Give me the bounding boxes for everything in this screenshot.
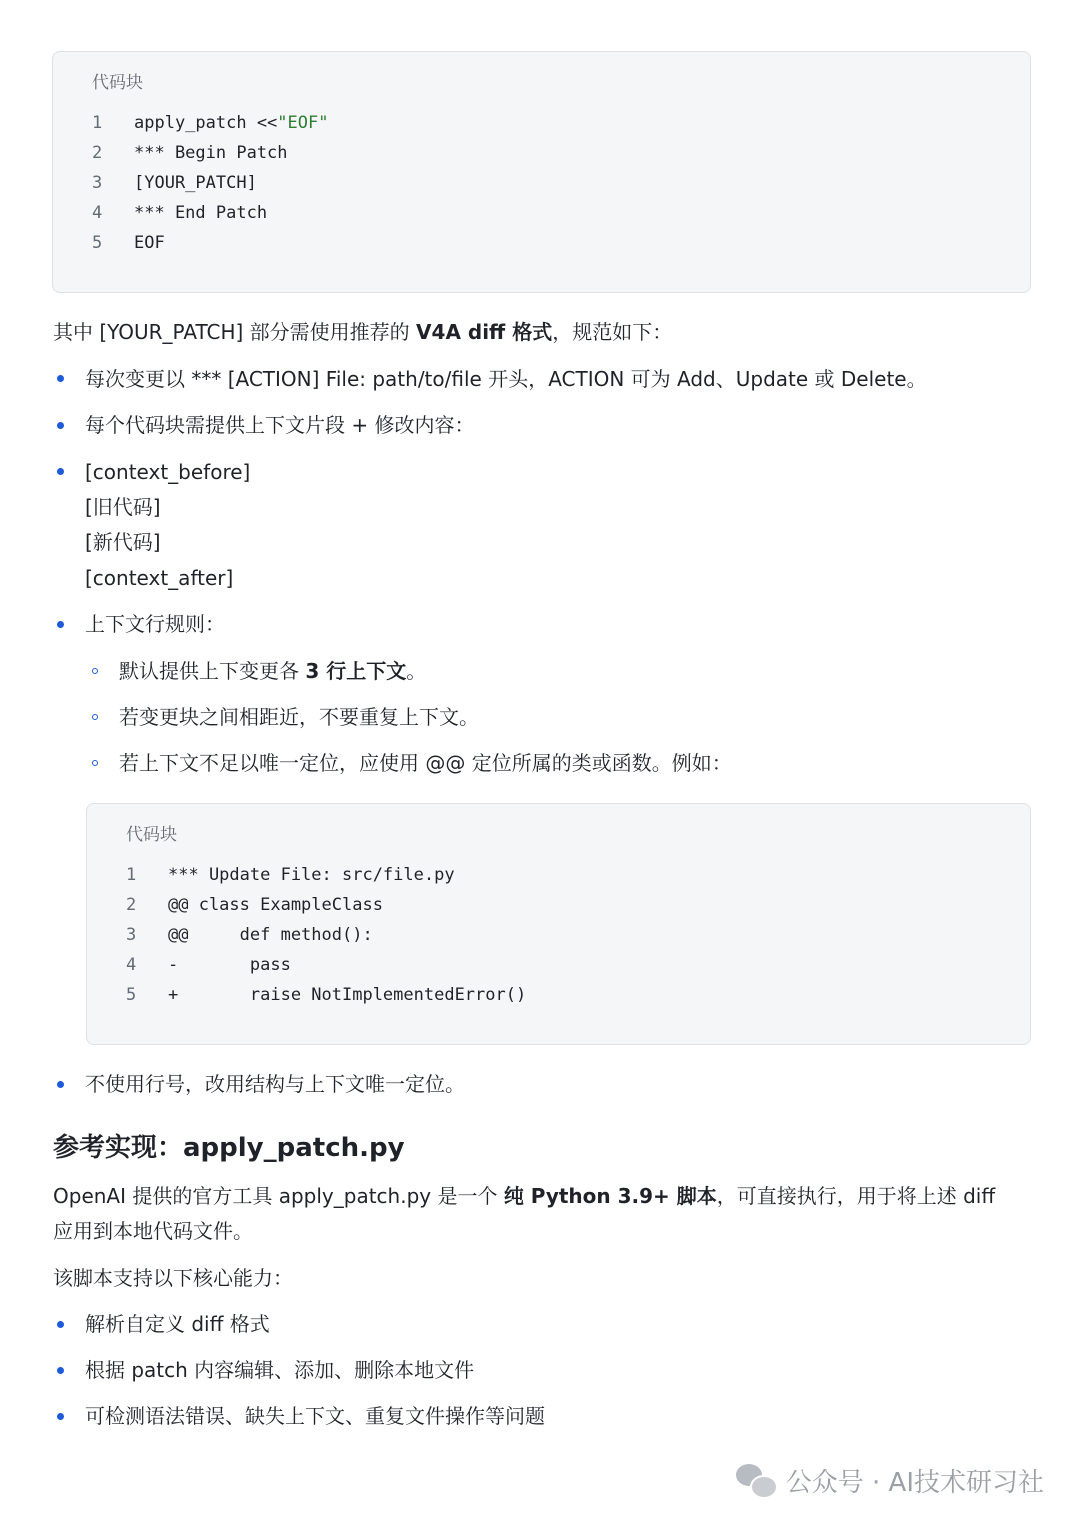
code-line (92, 138, 288, 168)
footer-text: 公众号 · AI技术研习社 (785, 1468, 1044, 1498)
description-line-1 (53, 1179, 995, 1214)
desc-bold: 纯 Python 3.9+ 脚本 (503, 1184, 717, 1208)
sub-list-item (119, 654, 426, 689)
code-text: @@ def method(): (168, 925, 373, 945)
line-number: 3 (126, 925, 137, 945)
code-line (92, 228, 165, 258)
code-text: EOF (134, 233, 165, 253)
line-number: 2 (126, 895, 137, 915)
desc-suffix: ，可直接执行，用于将上述 diff (716, 1184, 996, 1208)
sub-list-item: 若上下文不足以唯一定位，应使用 @@ 定位所属的类或函数。例如： (119, 751, 732, 775)
intro-bold: V4A diff 格式 (416, 320, 553, 344)
line-number: 4 (92, 203, 103, 223)
code-line (126, 980, 526, 1010)
line-number: 4 (126, 955, 137, 975)
intro-paragraph (53, 315, 672, 350)
wechat-icon (736, 1464, 776, 1498)
code-block-1 (52, 51, 1031, 293)
sub-list-item: 若变更块之间相距近，不要重复上下文。 (119, 705, 479, 729)
code-string: "EOF" (277, 113, 329, 133)
code-block-label: 代码块 (92, 73, 143, 93)
code-block-label: 代码块 (126, 825, 177, 845)
line-number: 5 (126, 985, 137, 1005)
code-line (126, 950, 291, 980)
list-item: 解析自定义 diff 格式 (85, 1312, 270, 1336)
code-text: + raise NotImplementedError() (168, 985, 527, 1005)
sub-item-bold: 3 行上下文 (305, 659, 407, 683)
code-text: @@ class ExampleClass (168, 895, 383, 915)
sub-bullet-circle (92, 714, 98, 720)
section-heading: 参考实现：apply_patch.py (53, 1133, 405, 1163)
line-number: 2 (92, 143, 103, 163)
intro-suffix: ，规范如下： (552, 320, 673, 344)
list-item-line: [旧代码] (85, 495, 161, 519)
bullet-dot (57, 422, 64, 429)
code-text: *** End Patch (134, 203, 268, 223)
list-item: 上下文行规则： (85, 612, 225, 636)
list-item: 根据 patch 内容编辑、添加、删除本地文件 (85, 1358, 475, 1382)
code-text: - pass (168, 955, 291, 975)
bullet-dot (57, 621, 64, 628)
list-item-line: [context_before] (85, 460, 251, 484)
bullet-dot (57, 1413, 64, 1420)
sub-bullet-circle (92, 760, 98, 766)
bullet-dot (57, 1081, 64, 1088)
line-number: 1 (92, 113, 103, 133)
intro-prefix: 其中 [YOUR_PATCH] 部分需使用推荐的 (53, 320, 417, 344)
footer-watermark (736, 1462, 1044, 1499)
sub-bullet-circle (92, 668, 98, 674)
bullet-dot (57, 468, 64, 475)
code-line (126, 890, 383, 920)
list-item: 每次变更以 *** [ACTION] File: path/to/file 开头，ACTION 可为 Add、Update 或 Delete。 (85, 367, 927, 391)
list-item-line: [新代码] (85, 530, 161, 554)
bullet-dot (57, 1367, 64, 1374)
code-line (126, 920, 373, 950)
line-number: 3 (92, 173, 103, 193)
list-item: 可检测语法错误、缺失上下文、重复文件操作等问题 (85, 1404, 545, 1428)
list-item: 每个代码块需提供上下文片段 + 修改内容： (85, 413, 475, 437)
list-item-line: [context_after] (85, 566, 234, 590)
line-number: 5 (92, 233, 103, 253)
code-text: *** Update File: src/file.py (168, 865, 455, 885)
line-number: 1 (126, 865, 137, 885)
sub-item-suffix: 。 (406, 659, 427, 683)
code-block-2 (86, 803, 1031, 1045)
bullet-dot (57, 1321, 64, 1328)
code-text: apply_patch << (134, 113, 278, 133)
list-item: 不使用行号，改用结构与上下文唯一定位。 (85, 1072, 465, 1096)
capabilities-intro: 该脚本支持以下核心能力： (53, 1266, 293, 1290)
code-line (92, 168, 257, 198)
code-text: *** Begin Patch (134, 143, 288, 163)
desc-prefix: OpenAI 提供的官方工具 apply_patch.py 是一个 (53, 1184, 504, 1208)
code-line (92, 108, 328, 138)
description-line-2: 应用到本地代码文件。 (53, 1219, 253, 1243)
code-line (92, 198, 267, 228)
bullet-dot (57, 375, 64, 382)
sub-item-prefix: 默认提供上下变更各 (119, 659, 306, 683)
code-line (126, 860, 455, 890)
code-text: [YOUR_PATCH] (134, 173, 257, 193)
